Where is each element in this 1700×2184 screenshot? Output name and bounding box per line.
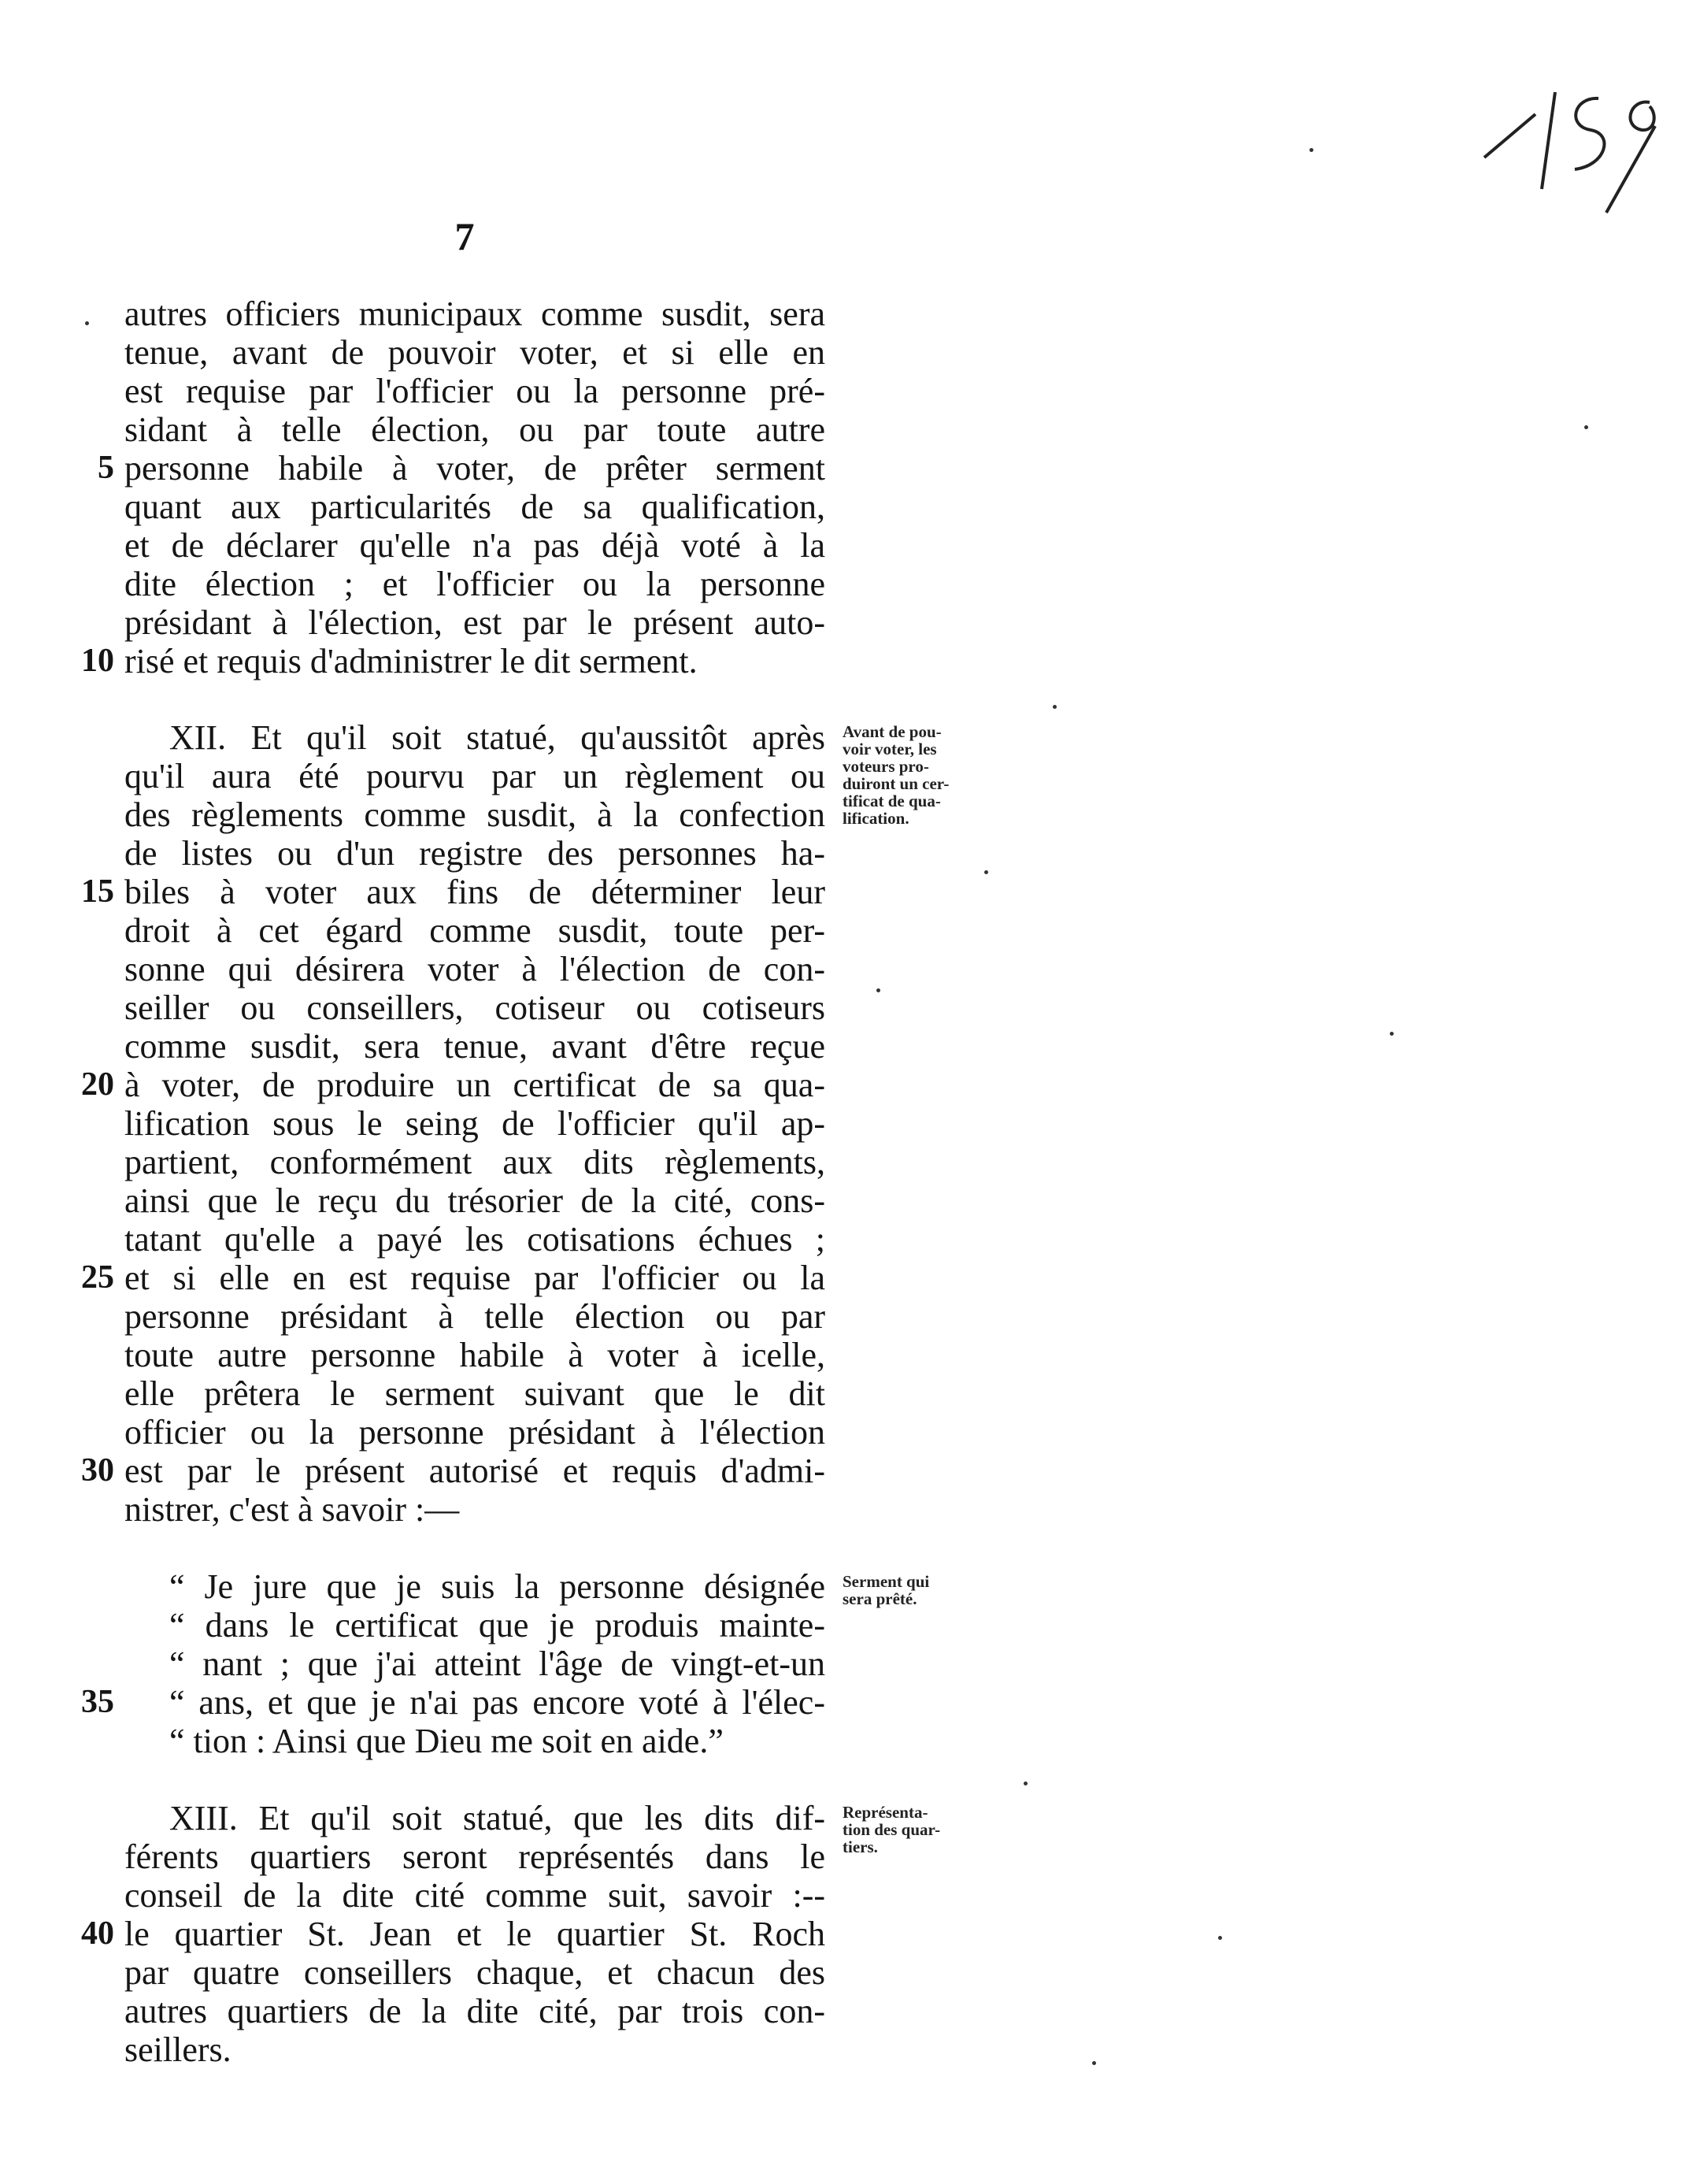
oath-line: “ ans, et que je n'ai pas encore voté à l'élec- — [169, 1683, 825, 1722]
line-number: 5 — [98, 450, 114, 486]
text-line: qu'il aura été pourvu par un règlement ou — [124, 757, 825, 795]
text-line: par quatre conseillers chaque, et chacun des — [124, 1953, 825, 1992]
oath-line: “ Je jure que je suis la personne désignée — [169, 1567, 825, 1606]
text-line: est par le présent autorisé et requis d'admi- — [124, 1452, 825, 1490]
text-line: personne présidant à telle élection ou par — [124, 1297, 825, 1336]
oath-line: “ dans le certificat que je produis mainte- — [169, 1606, 825, 1644]
text-line: seillers. — [124, 2030, 231, 2069]
scan-speck — [1309, 148, 1313, 152]
scan-speck — [1053, 705, 1057, 709]
text-line: toute autre personne habile à voter à icelle, — [124, 1336, 825, 1374]
line-number: 40 — [81, 1915, 114, 1952]
text-line: férents quartiers seront représentés dans le — [124, 1837, 825, 1876]
text-line: ainsi que le reçu du trésorier de la cité, cons- — [124, 1181, 825, 1220]
text-line: tenue, avant de pouvoir voter, et si elle en — [124, 333, 825, 372]
margin-note-line: lification. — [843, 809, 909, 828]
text-line: comme susdit, sera tenue, avant d'être reçue — [124, 1027, 825, 1066]
margin-note-line: Avant de pou- — [843, 722, 942, 741]
text-line: tatant qu'elle a payé les cotisations échues ; — [124, 1220, 825, 1259]
scan-speck — [1390, 1032, 1394, 1036]
oath-line: “ nant ; que j'ai atteint l'âge de vingt-et-un — [169, 1644, 825, 1683]
text-line: quant aux particularités de sa qualification, — [124, 488, 825, 526]
text-line: droit à cet égard comme susdit, toute per- — [124, 911, 825, 950]
handwritten-folio-number — [1480, 83, 1669, 217]
text-line: est requise par l'officier ou la personne pré- — [124, 372, 825, 410]
margin-note-line: voir voter, les — [843, 740, 937, 758]
scan-speck — [1584, 425, 1588, 429]
page-number: 7 — [454, 214, 475, 258]
text-line: présidant à l'élection, est par le présent auto- — [124, 603, 825, 642]
text-line: à voter, de produire un certificat de sa qua- — [124, 1066, 825, 1104]
text-line: personne habile à voter, de prêter serment — [124, 449, 825, 488]
line-number: 30 — [81, 1452, 114, 1489]
margin-note-line: Serment qui — [843, 1572, 930, 1591]
margin-note-line: sera prêté. — [843, 1589, 917, 1608]
text-line: officier ou la personne présidant à l'élection — [124, 1413, 825, 1452]
margin-note-line: voteurs pro- — [843, 757, 929, 776]
text-line: biles à voter aux fins de déterminer leur — [124, 873, 825, 911]
text-line: XII. Et qu'il soit statué, qu'aussitôt après — [169, 718, 825, 757]
line-number: 10 — [81, 643, 114, 679]
scan-speck — [1092, 2061, 1096, 2065]
text-line: nistrer, c'est à savoir :— — [124, 1490, 460, 1529]
scan-speck — [984, 870, 988, 874]
text-line: autres officiers municipaux comme susdit, sera — [124, 295, 825, 333]
text-line: dite élection ; et l'officier ou la personne — [124, 565, 825, 603]
text-line: sidant à telle élection, ou par toute autre — [124, 410, 825, 449]
scan-speck — [1024, 1782, 1028, 1785]
text-line: lification sous le seing de l'officier qu'il ap- — [124, 1104, 825, 1143]
margin-note-representation — [843, 1804, 1012, 1856]
line-number: 35 — [81, 1684, 114, 1720]
oath-line: “ tion : Ainsi que Dieu me soit en aide.” — [169, 1722, 724, 1760]
margin-note-line: tion des quar- — [843, 1820, 941, 1839]
scan-speck — [85, 321, 89, 325]
margin-note-line: Représenta- — [843, 1803, 928, 1822]
margin-note-serment — [843, 1573, 1012, 1607]
margin-note-line: tiers. — [843, 1837, 878, 1856]
text-line: seiller ou conseillers, cotiseur ou cotiseurs — [124, 988, 825, 1027]
line-number: 25 — [81, 1259, 114, 1296]
text-line: conseil de la dite cité comme suit, savoir :-- — [124, 1876, 825, 1915]
scan-speck — [1218, 1936, 1222, 1940]
folio-ink-drawing — [1480, 83, 1669, 217]
line-number: 20 — [81, 1066, 114, 1103]
text-line: partient, conformément aux dits règlements, — [124, 1143, 825, 1181]
line-number: 15 — [81, 873, 114, 910]
text-line: et de déclarer qu'elle n'a pas déjà voté à la — [124, 526, 825, 565]
margin-note-line: duiront un cer- — [843, 774, 950, 793]
text-line: et si elle en est requise par l'officier ou la — [124, 1259, 825, 1297]
text-line: des règlements comme susdit, à la confection — [124, 795, 825, 834]
text-line: elle prêtera le serment suivant que le dit — [124, 1374, 825, 1413]
text-line: risé et requis d'administrer le dit serment. — [124, 642, 698, 680]
text-line: autres quartiers de la dite cité, par trois con- — [124, 1992, 825, 2030]
margin-note-line: tificat de qua- — [843, 792, 941, 810]
scan-speck — [876, 988, 880, 992]
text-line: XIII. Et qu'il soit statué, que les dits dif- — [169, 1799, 825, 1837]
margin-note-certificat — [843, 723, 1012, 827]
text-line: sonne qui désirera voter à l'élection de con- — [124, 950, 825, 988]
text-line: de listes ou d'un registre des personnes ha- — [124, 834, 825, 873]
text-line: le quartier St. Jean et le quartier St. Roch — [124, 1915, 825, 1953]
